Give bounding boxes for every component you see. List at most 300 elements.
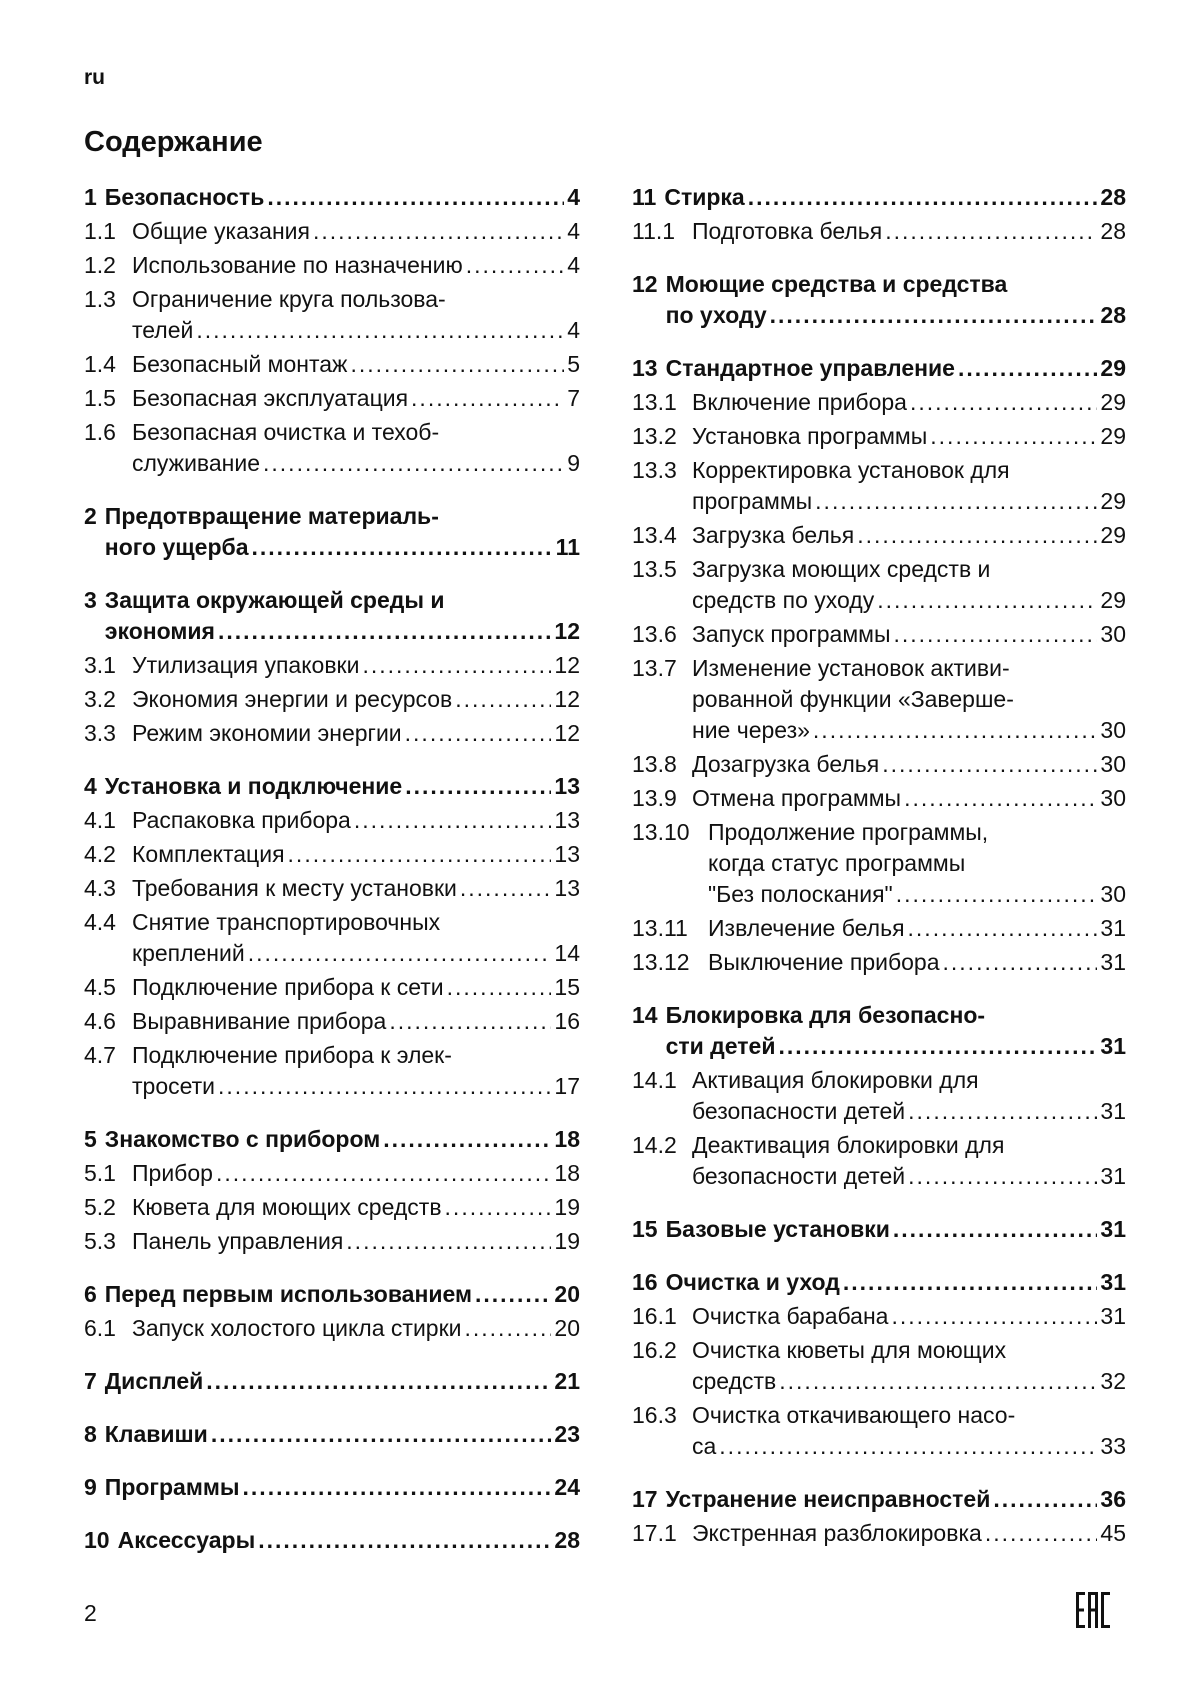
toc-chapter-entry[interactable] (632, 182, 1126, 213)
toc-subsection-entry[interactable] (84, 1040, 580, 1102)
entry-title (132, 1192, 580, 1223)
toc-chapter-entry[interactable] (84, 1472, 580, 1503)
entry-page-number: 9 (567, 450, 580, 476)
dot-leader (350, 349, 564, 380)
entry-title (118, 1525, 580, 1556)
entry-title-last-line (692, 585, 1126, 616)
entry-title-line: ние через» (692, 717, 810, 743)
entry-number: 14.1 (632, 1067, 677, 1093)
entry-number: 15 (632, 1216, 658, 1242)
dot-leader (843, 1267, 1098, 1298)
entry-page-number: 4 (567, 218, 580, 244)
dot-leader (313, 216, 564, 247)
entry-title (132, 1158, 580, 1189)
entry-page-number: 20 (554, 1315, 580, 1341)
entry-page-number: 30 (1100, 751, 1126, 777)
entry-title-line: Изменение установок активи- (692, 655, 1010, 681)
dot-leader (930, 421, 1097, 452)
toc-chapter-entry[interactable] (84, 1124, 580, 1155)
entry-page-number: 29 (1100, 488, 1126, 514)
entry-number: 4.5 (84, 974, 116, 1000)
entry-page-number: 24 (554, 1474, 580, 1500)
entry-title-line: Моющие средства и средства (665, 271, 1008, 297)
entry-title-last-line (708, 947, 1126, 978)
entry-title (105, 1279, 580, 1310)
entry-page-number: 30 (1100, 785, 1126, 811)
entry-title-line: Утилизация упаковки (132, 652, 360, 678)
toc-chapter-entry[interactable] (84, 1279, 580, 1310)
toc-subsection-entry[interactable] (632, 1130, 1126, 1192)
entry-title-last-line (666, 300, 1126, 331)
toc-section (84, 1366, 580, 1397)
entry-title-last-line (132, 216, 580, 247)
entry-title-last-line (105, 1472, 580, 1503)
dot-leader (896, 879, 1098, 910)
toc-subsection-entry[interactable] (84, 284, 580, 346)
entry-number: 1.1 (84, 218, 116, 244)
entry-page-number: 28 (1100, 218, 1126, 244)
entry-page-number: 12 (554, 686, 580, 712)
entry-title-last-line (118, 1525, 580, 1556)
entry-title-last-line (692, 486, 1126, 517)
entry-page-number: 29 (1100, 423, 1126, 449)
entry-number: 3.1 (84, 652, 116, 678)
entry-title-last-line (105, 771, 580, 802)
toc-section (84, 1124, 580, 1257)
toc-chapter-entry[interactable] (632, 353, 1126, 384)
toc-subsection-entry[interactable] (84, 650, 580, 681)
dot-leader (813, 715, 1097, 746)
entry-title-last-line (132, 972, 580, 1003)
entry-title-line: телей (132, 317, 194, 343)
entry-number: 4.4 (84, 909, 116, 935)
entry-title-line: са (692, 1433, 717, 1459)
dot-leader (475, 1279, 551, 1310)
entry-title-line: Деактивация блокировки для (692, 1132, 1005, 1158)
toc-subsection-entry[interactable] (84, 907, 580, 969)
entry-title (692, 421, 1126, 452)
entry-title (692, 216, 1126, 247)
entry-title (132, 907, 580, 969)
toc-subsection-entry[interactable] (632, 455, 1126, 517)
entry-title (692, 1301, 1126, 1332)
entry-title (105, 1366, 580, 1397)
toc-chapter-entry[interactable] (84, 182, 580, 213)
entry-title-last-line (692, 1301, 1126, 1332)
entry-page-number: 11 (555, 534, 580, 560)
entry-title (132, 284, 580, 346)
toc-subsection-entry[interactable] (84, 873, 580, 904)
dot-leader (411, 383, 564, 414)
entry-title (132, 650, 580, 681)
entry-page-number: 4 (567, 317, 580, 343)
entry-number: 1.2 (84, 252, 116, 278)
entry-title-last-line (666, 353, 1126, 384)
toc-subsection-entry[interactable] (84, 805, 580, 836)
toc-subsection-entry[interactable] (632, 947, 1126, 978)
toc-subsection-entry[interactable] (84, 417, 580, 479)
entry-page-number: 29 (1100, 389, 1126, 415)
entry-number: 5.3 (84, 1228, 116, 1254)
entry-page-number: 5 (567, 351, 580, 377)
dot-leader (218, 616, 551, 647)
entry-title-last-line (692, 1366, 1126, 1397)
entry-number: 9 (84, 1474, 97, 1500)
toc-chapter-entry[interactable] (632, 1214, 1126, 1245)
entry-title-line: Подготовка белья (692, 218, 883, 244)
entry-title (666, 1484, 1126, 1515)
entry-number: 13.3 (632, 457, 677, 483)
dot-leader (405, 771, 551, 802)
entry-page-number: 13 (554, 875, 580, 901)
dot-leader (196, 315, 564, 346)
toc-subsection-entry[interactable] (632, 817, 1126, 910)
dot-leader (910, 387, 1097, 418)
entry-title-line: безопасности детей (692, 1163, 906, 1189)
toc-chapter-entry[interactable] (84, 1366, 580, 1397)
entry-page-number: 31 (1100, 949, 1126, 975)
entry-title (692, 783, 1126, 814)
entry-page-number: 30 (1100, 717, 1126, 743)
entry-title-last-line (666, 1267, 1126, 1298)
toc-chapter-entry[interactable] (84, 771, 580, 802)
toc-chapter-entry[interactable] (84, 1419, 580, 1450)
entry-title-last-line (132, 349, 580, 380)
entry-page-number: 14 (554, 940, 580, 966)
entry-number: 16.1 (632, 1303, 677, 1329)
entry-page-number: 28 (1100, 302, 1126, 328)
toc-section (632, 353, 1126, 978)
dot-leader (894, 619, 1098, 650)
toc-chapter-entry[interactable] (632, 1000, 1126, 1062)
toc-section (632, 269, 1126, 331)
entry-title (132, 1226, 580, 1257)
entry-page-number: 31 (1100, 1269, 1126, 1295)
dot-leader (891, 1301, 1097, 1332)
entry-page-number: 30 (1100, 881, 1126, 907)
entry-title-line: Панель управления (132, 1228, 344, 1254)
entry-title (664, 182, 1126, 213)
entry-page-number: 13 (554, 807, 580, 833)
entry-title-line: безопасности детей (692, 1098, 906, 1124)
entry-title (708, 817, 1126, 910)
entry-title-last-line (105, 616, 580, 647)
dot-leader (770, 300, 1098, 331)
entry-title-last-line (664, 182, 1126, 213)
entry-title-last-line (132, 873, 580, 904)
entry-number: 13.7 (632, 655, 677, 681)
entry-number: 17 (632, 1486, 658, 1512)
toc-subsection-entry[interactable] (632, 387, 1126, 418)
entry-number: 3 (84, 587, 97, 613)
entry-number: 13.8 (632, 751, 677, 777)
toc-section (632, 1484, 1126, 1549)
entry-title-last-line (105, 1419, 580, 1450)
toc-section (84, 771, 580, 1102)
entry-title-last-line (105, 1124, 580, 1155)
entry-title (105, 771, 580, 802)
dot-leader (908, 1161, 1097, 1192)
toc-subsection-entry[interactable] (632, 554, 1126, 616)
toc-chapter-entry[interactable] (632, 1267, 1126, 1298)
entry-title-last-line (132, 938, 580, 969)
entry-page-number: 29 (1100, 587, 1126, 613)
toc-subsection-entry[interactable] (84, 383, 580, 414)
toc-subsection-entry[interactable] (632, 1065, 1126, 1127)
toc-subsection-entry[interactable] (632, 749, 1126, 780)
dot-leader (383, 1124, 551, 1155)
toc-subsection-entry[interactable] (632, 619, 1126, 650)
toc-subsection-entry[interactable] (632, 421, 1126, 452)
entry-title-line: Очистка барабана (692, 1303, 889, 1329)
toc-subsection-entry[interactable] (632, 520, 1126, 551)
toc-subsection-entry[interactable] (84, 1192, 580, 1223)
entry-title-line: по уходу (665, 302, 767, 328)
toc-subsection-entry[interactable] (84, 1226, 580, 1257)
dot-leader (218, 1071, 551, 1102)
entry-number: 14 (632, 1002, 658, 1028)
toc-subsection-entry[interactable] (632, 653, 1126, 746)
toc-subsection-entry[interactable] (632, 913, 1126, 944)
toc-section (84, 1279, 580, 1344)
toc-section (632, 1267, 1126, 1462)
entry-title-last-line (105, 532, 580, 563)
toc-subsection-entry[interactable] (84, 839, 580, 870)
entry-title (132, 417, 580, 479)
entry-number: 13 (632, 355, 658, 381)
entry-title-last-line (132, 650, 580, 681)
entry-number: 13.12 (632, 949, 690, 975)
entry-number: 1.5 (84, 385, 116, 411)
entry-title (105, 1124, 580, 1155)
entry-page-number: 33 (1100, 1433, 1126, 1459)
entry-number: 1.6 (84, 419, 116, 445)
toc-subsection-entry[interactable] (632, 1400, 1126, 1462)
toc-subsection-entry[interactable] (84, 1158, 580, 1189)
entry-number: 1.3 (84, 286, 116, 312)
entry-title-line: Снятие транспортировочных (132, 909, 441, 935)
entry-title (105, 1472, 580, 1503)
toc-subsection-entry[interactable] (632, 1301, 1126, 1332)
entry-number: 12 (632, 271, 658, 297)
dot-leader (267, 182, 564, 213)
entry-page-number: 31 (1100, 1163, 1126, 1189)
entry-title-line: Клавиши (104, 1421, 208, 1447)
entry-title (132, 873, 580, 904)
entry-title-last-line (708, 913, 1126, 944)
entry-title-line: Комплектация (132, 841, 285, 867)
dot-leader (455, 684, 551, 715)
page-title: Содержание (84, 126, 263, 158)
entry-number: 13.9 (632, 785, 677, 811)
dot-leader (466, 250, 564, 281)
entry-page-number: 21 (554, 1368, 580, 1394)
entry-number: 6.1 (84, 1315, 116, 1341)
entry-number: 13.6 (632, 621, 677, 647)
dot-leader (206, 1366, 551, 1397)
entry-title-line: Использование по назначению (132, 252, 463, 278)
entry-title-last-line (666, 1031, 1126, 1062)
toc-section (84, 182, 580, 479)
entry-page-number: 19 (554, 1194, 580, 1220)
entry-page-number: 4 (567, 184, 580, 210)
toc-chapter-entry[interactable] (632, 269, 1126, 331)
entry-title-line: Кювета для моющих средств (132, 1194, 442, 1220)
entry-title-line: Блокировка для безопасно- (665, 1002, 986, 1028)
dot-leader (243, 1472, 552, 1503)
entry-title-line: Очистка и уход (665, 1269, 840, 1295)
entry-title-line: ного ущерба (104, 534, 249, 560)
entry-title (132, 805, 580, 836)
dot-leader (993, 1484, 1097, 1515)
dot-leader (445, 1192, 552, 1223)
entry-title (692, 1518, 1126, 1549)
entry-title-line: Корректировка установок для (692, 457, 1010, 483)
entry-title (708, 913, 1126, 944)
dot-leader (877, 585, 1097, 616)
toc-chapter-entry[interactable] (84, 1525, 580, 1556)
entry-number: 16 (632, 1269, 658, 1295)
dot-leader (211, 1419, 552, 1450)
dot-leader (354, 805, 552, 836)
toc-chapter-entry[interactable] (84, 585, 580, 647)
entry-page-number: 28 (554, 1527, 580, 1553)
entry-title-last-line (692, 1096, 1126, 1127)
entry-title (132, 839, 580, 870)
entry-number: 1.4 (84, 351, 116, 377)
entry-title (666, 353, 1126, 384)
entry-title-last-line (692, 619, 1126, 650)
entry-title-line: Безопасная эксплуатация (132, 385, 409, 411)
entry-title (105, 182, 580, 213)
entry-title (692, 619, 1126, 650)
entry-title-line: Дисплей (104, 1368, 204, 1394)
dot-leader (958, 353, 1097, 384)
entry-title-line: Очистка откачивающего насо- (692, 1402, 1016, 1428)
entry-title-line: средств по уходу (692, 587, 875, 613)
toc-subsection-entry[interactable] (84, 250, 580, 281)
entry-title-last-line (132, 1313, 580, 1344)
entry-title-line: Подключение прибора к сети (132, 974, 444, 1000)
entry-number: 4.2 (84, 841, 116, 867)
dot-leader (389, 1006, 551, 1037)
entry-page-number: 29 (1100, 522, 1126, 548)
entry-title-last-line (692, 1518, 1126, 1549)
entry-title-line: Стирка (664, 184, 745, 210)
entry-title-line: Включение прибора (692, 389, 907, 415)
dot-leader (263, 448, 564, 479)
entry-title (132, 383, 580, 414)
entry-title-line: Программы (104, 1474, 240, 1500)
entry-title-line: сти детей (665, 1033, 776, 1059)
entry-title-line: Извлечение белья (708, 915, 905, 941)
entry-title-line: Перед первым использованием (104, 1281, 472, 1307)
toc-subsection-entry[interactable] (84, 349, 580, 380)
entry-title-line: средств (692, 1368, 777, 1394)
entry-title (692, 455, 1126, 517)
entry-title (132, 972, 580, 1003)
dot-leader (362, 650, 551, 681)
entry-title-line: Выравнивание прибора (132, 1008, 387, 1034)
entry-title-line: когда статус программы (708, 850, 966, 876)
entry-page-number: 12 (554, 618, 580, 644)
entry-title-line: Запуск холостого цикла стирки (132, 1315, 462, 1341)
toc-subsection-entry[interactable] (84, 718, 580, 749)
entry-title (692, 520, 1126, 551)
entry-title-line: программы (692, 488, 813, 514)
entry-title (692, 1130, 1126, 1192)
toc-subsection-entry[interactable] (84, 1313, 580, 1344)
entry-page-number: 18 (554, 1160, 580, 1186)
dot-leader (748, 182, 1098, 213)
entry-title (692, 1065, 1126, 1127)
dot-leader (885, 216, 1097, 247)
entry-title-last-line (132, 315, 580, 346)
entry-page-number: 12 (554, 652, 580, 678)
dot-leader (465, 1313, 552, 1344)
dot-leader (882, 749, 1097, 780)
entry-title-last-line (105, 1366, 580, 1397)
entry-number: 16.2 (632, 1337, 677, 1363)
entry-title (692, 554, 1126, 616)
toc-subsection-entry[interactable] (632, 216, 1126, 247)
toc-subsection-entry[interactable] (84, 972, 580, 1003)
entry-title (132, 250, 580, 281)
language-code: ru (84, 66, 105, 89)
entry-title-line: Базовые установки (665, 1216, 890, 1242)
toc-subsection-entry[interactable] (632, 1518, 1126, 1549)
toc-chapter-entry[interactable] (632, 1484, 1126, 1515)
entry-number: 13.4 (632, 522, 677, 548)
entry-page-number: 15 (554, 974, 580, 1000)
dot-leader (248, 938, 552, 969)
entry-title-line: Загрузка белья (692, 522, 855, 548)
entry-title (105, 585, 580, 647)
entry-title-line: рованной функции «Заверше- (692, 686, 1014, 712)
entry-title-line: креплений (132, 940, 245, 966)
toc-subsection-entry[interactable] (84, 684, 580, 715)
entry-title-line: Установка и подключение (104, 773, 403, 799)
entry-title (132, 718, 580, 749)
entry-title-line: Аксессуары (117, 1527, 256, 1553)
entry-page-number: 32 (1100, 1368, 1126, 1394)
toc-subsection-entry[interactable] (84, 216, 580, 247)
entry-number: 10 (84, 1527, 110, 1553)
entry-title-line: Отмена программы (692, 785, 902, 811)
toc-subsection-entry[interactable] (632, 783, 1126, 814)
entry-number: 1 (84, 184, 97, 210)
entry-title-line: Распаковка прибора (132, 807, 351, 833)
toc-subsection-entry[interactable] (84, 1006, 580, 1037)
entry-title-line: Безопасность (104, 184, 265, 210)
entry-title-last-line (708, 879, 1126, 910)
entry-number: 13.10 (632, 819, 690, 845)
entry-page-number: 7 (567, 385, 580, 411)
entry-number: 4 (84, 773, 97, 799)
entry-title-line: Стандартное управление (665, 355, 955, 381)
toc-chapter-entry[interactable] (84, 501, 580, 563)
entry-title (708, 947, 1126, 978)
toc-subsection-entry[interactable] (632, 1335, 1126, 1397)
toc-right-column (632, 182, 1126, 1571)
entry-number: 5.1 (84, 1160, 116, 1186)
dot-leader (908, 913, 1098, 944)
entry-number: 5.2 (84, 1194, 116, 1220)
entry-number: 6 (84, 1281, 97, 1307)
entry-title (692, 749, 1126, 780)
entry-title-line: Ограничение круга пользова- (132, 286, 446, 312)
dot-leader (719, 1431, 1097, 1462)
